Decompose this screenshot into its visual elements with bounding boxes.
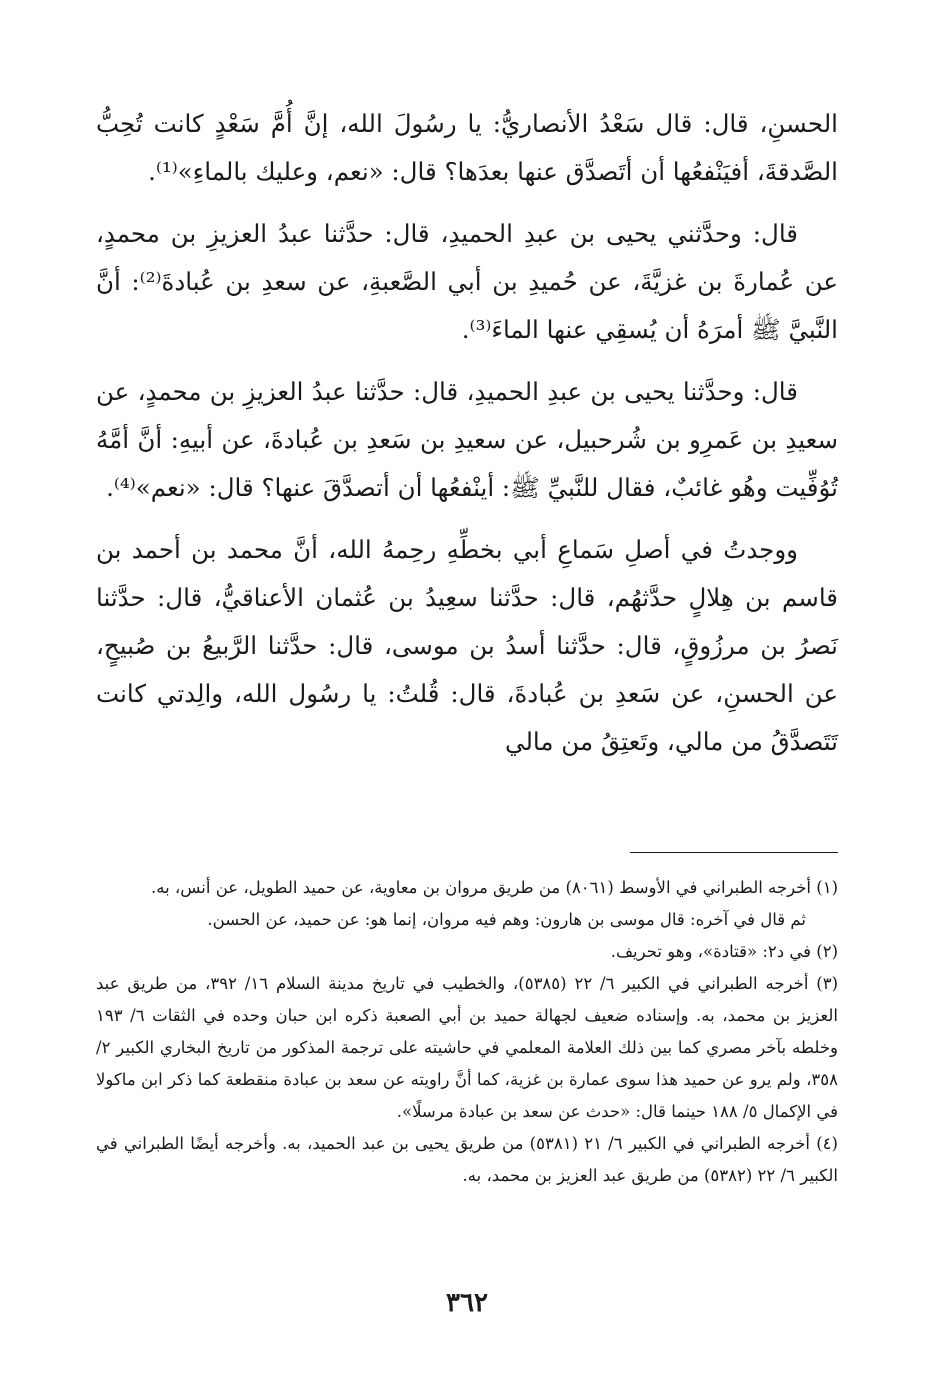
main-text <box>96 100 838 766</box>
footnote-1: (١) أخرجه الطبراني في الأوسط (٨٠٦١) من طريق مروان بن معاوية، عن حميد الطويل، عن أنس، به. <box>151 878 838 897</box>
paragraph-4: ووجدتُ في أصلِ سَماعِ أبي بخطِّهِ رحِمهُ الله، أنَّ محمد بن أحمد بن قاسم بن هِلالٍ حدَّثهُم، قال: حدَّثنا سعِيدُ بن عُثمان الأعناقيُّ، قال: حدَّثنا نَصرُ بن مرزُوقٍ، قال: حدَّثنا أسدُ بن موسى، قال: حدَّثنا الرَّبيعُ بن صُبيحٍ، عن الحسنِ، عن سَعدِ بن عُبادةَ، قال: قُلتُ: يا رسُول الله، والِدتي كانت تَتَصدَّقُ من مالي، وتَعتِقُ من مالي <box>96 535 838 756</box>
paragraph-2: قال: وحدَّثني يحيى بن عبدِ الحميدِ، قال: حدَّثنا عبدُ العزيزِ بن محمدٍ، عن عُمارةَ بن غزيَّةَ، عن حُميدِ بن أبي الصَّعبةِ، عن سعدِ بن عُبادةَ⁽²⁾: أنَّ النَّبيَّ ﷺ أمرَهُ أن يُسقِي عنها الماءَ⁽³⁾. <box>96 219 838 344</box>
paragraph-3: قال: وحدَّثنا يحيى بن عبدِ الحميدِ، قال: حدَّثنا عبدُ العزيزِ بن محمدٍ، عن سعيدِ بن عَمرِو بن شُرحبيل، عن سعيدِ بن سَعدِ بن عُبادةَ، عن أبيهِ: أنَّ أمَّهُ تُوُفِّيت وهُو غائبٌ، فقال للنَّبيِّ ﷺ: أينْفعُها أن أتصدَّقَ عنها؟ قال: «نعم»⁽⁴⁾. <box>96 377 838 502</box>
footnote-3: (٣) أخرجه الطبراني في الكبير ٦/ ٢٢ (٥٣٨٥)، والخطيب في تاريخ مدينة السلام ١٦/ ٣٩٢، من طريق عبد العزيز بن محمد، به. وإسناده ضعيف لجهالة حميد بن أبي الصعبة ذكره ابن حبان وحده في الثقات ٦/ ١٩٣ وخلطه بآخر مصري كما بين ذلك العلامة المعلمي في حاشيته على ترجمة المذكور من تاريخ البخاري الكبير ٢/ ٣٥٨، ولم يرو عن حميد هذا سوى عمارة بن غزية، كما أنَّ راويته عن سعد بن عبادة منقطعة كما ذكر ابن ماكولا في الإكمال ٥/ ١٨٨ حينما قال: «حدث عن سعد بن عبادة مرسلًا». <box>96 974 839 1121</box>
page-number: ٣٦٢ <box>446 1288 488 1318</box>
footnote-4: (٤) أخرجه الطبراني في الكبير ٦/ ٢١ (٥٣٨١) من طريق يحيى بن عبد الحميد، به. وأخرجه أيضًا الطبراني في الكبير ٦/ ٢٢ (٥٣٨٢) من طريق عبد العزيز بن محمد، به. <box>96 1134 838 1185</box>
footnotes <box>96 872 838 1192</box>
page <box>96 100 838 1340</box>
paragraph-1: الحسنِ، قال: قال سَعْدُ الأنصاريُّ: يا رسُولَ الله، إنَّ أُمَّ سَعْدٍ كانت تُحِبُّ الصَّدقةَ، أفيَنْفعُها أن أتَصدَّق عنها بعدَها؟ قال: «نعم، وعليك بالماءِ»⁽¹⁾. <box>96 109 838 186</box>
footnote-1-continuation: ثم قال في آخره: قال موسى بن هارون: وهم فيه مروان، إنما هو: عن حميد، عن الحسن. <box>207 910 806 929</box>
footnote-2: (٢) في د٢: «قتادة»، وهو تحريف. <box>610 942 838 961</box>
footnote-divider <box>630 852 838 853</box>
